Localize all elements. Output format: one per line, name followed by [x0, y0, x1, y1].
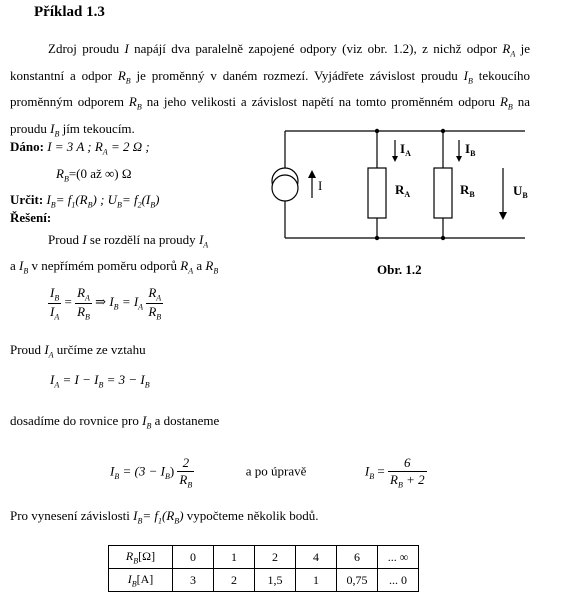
sym: I	[142, 413, 147, 428]
urcit-part: )	[155, 192, 160, 208]
sym: I	[133, 508, 138, 523]
table-cell: 2	[255, 546, 296, 569]
label-I: I	[318, 178, 323, 193]
text: a po úpravě	[245, 463, 307, 479]
rb-range-value: =(0 až ∞) Ω	[68, 165, 132, 181]
table-cell: 2	[214, 569, 255, 592]
table-header: $R_B[\Omega]$	[109, 546, 173, 569]
symbol-RB: R	[205, 257, 214, 273]
sub: B	[144, 380, 150, 390]
label-RB: $R_B$	[460, 182, 475, 199]
fraction	[48, 285, 61, 321]
sub: B	[397, 480, 403, 490]
sym: R	[179, 472, 188, 487]
sub: A	[54, 312, 60, 322]
fraction	[146, 285, 163, 321]
sub: B	[174, 516, 180, 526]
symbol-IA: I	[198, 232, 204, 247]
sub: B	[54, 129, 60, 139]
symbol-I: I	[124, 41, 129, 56]
sym: (R	[162, 508, 175, 523]
table-cell: 1	[214, 546, 255, 569]
sub: B	[54, 293, 60, 303]
urcit-part: = f	[121, 192, 138, 208]
text: a	[10, 257, 16, 273]
sub: B	[113, 302, 119, 312]
vynes-line	[10, 508, 319, 526]
text: a dostaneme	[154, 413, 220, 428]
problem-seg: Zdroj proudu	[48, 41, 120, 56]
page-title: Příklad 1.3	[34, 4, 105, 20]
sym: )	[169, 463, 175, 479]
sub: B	[156, 312, 162, 322]
implies: ⇒	[95, 294, 107, 310]
equation-IA	[50, 372, 150, 390]
sym: I	[109, 294, 114, 310]
sub: B	[63, 174, 69, 184]
urcit-part: ) ; U	[92, 192, 118, 208]
sym: )	[179, 508, 184, 523]
label-IA: $I_A$	[400, 141, 411, 158]
text: Proud	[10, 342, 42, 357]
problem-seg: napájí dva paralelně zapojené odpory (viz obr. 1.2), z nichž odpor	[134, 41, 498, 56]
symbol-IB: I	[50, 120, 55, 136]
sym: I	[50, 372, 55, 387]
sub: 2	[137, 200, 142, 210]
sym: = I − I	[62, 372, 99, 387]
urcit-part: = f	[55, 192, 72, 208]
sub: B	[150, 200, 156, 210]
sym: = (3 − I	[122, 463, 165, 479]
sub: B	[507, 102, 513, 112]
text: v nepřímém poměru odporů	[31, 257, 178, 273]
table-cell: 0,75	[337, 569, 378, 592]
sub: A	[510, 49, 516, 59]
sym: = 3 − I	[106, 372, 145, 387]
table-header: $I_B[A]$	[109, 569, 173, 592]
table-cell: 6	[337, 546, 378, 569]
problem-seg: je konstantní a odpor	[10, 41, 531, 83]
symbol-RA: R	[180, 257, 189, 273]
sym: = I	[121, 294, 139, 310]
table-cell: 1,5	[255, 569, 296, 592]
dosadime-line	[10, 413, 219, 431]
sym: R	[77, 303, 86, 319]
urcit-label: Určit:	[10, 192, 44, 208]
text: dosadíme do rovnice pro	[10, 413, 139, 428]
sub: B	[164, 471, 170, 481]
sym: R	[77, 285, 86, 300]
sym: R	[148, 285, 157, 300]
sub: B	[137, 516, 143, 526]
table-cell: ... 0	[378, 569, 419, 592]
sub: B	[85, 312, 90, 322]
table-cell: 1	[296, 569, 337, 592]
sub: A	[48, 350, 54, 360]
sym: R	[148, 303, 157, 319]
sub: A	[188, 266, 194, 276]
equation-ratio: $\frac{I_B}{I_A}$ = $\frac{R_A}{R_B}$ ⇒ $I_B = I_A$ $\frac{R_A}{R_B}$	[50, 285, 162, 322]
sym: R	[389, 472, 398, 487]
circuit-diagram	[255, 126, 545, 261]
sub: B	[87, 200, 93, 210]
sym: I	[44, 342, 49, 357]
sub: B	[125, 76, 131, 86]
fraction	[177, 455, 194, 490]
sub: B	[468, 76, 473, 86]
sym: + 2	[406, 472, 425, 487]
solution-paragraph	[10, 230, 275, 281]
symbol-IB: I	[19, 257, 24, 273]
sub: A	[156, 293, 162, 303]
sym: I	[364, 463, 370, 479]
sym: I	[110, 463, 115, 479]
symbol-RB: R	[117, 67, 126, 83]
symbol-I: I	[82, 232, 87, 247]
symbol-IB: I	[463, 67, 468, 83]
sub: A	[85, 293, 90, 303]
dano-value: I = 3 A ; R	[47, 139, 103, 154]
table-cell: 4	[296, 546, 337, 569]
label-UB: $U_B$	[513, 183, 528, 200]
symbol-RA: R	[502, 41, 511, 56]
num: 2	[177, 455, 194, 472]
symbol-RB: R	[499, 94, 508, 110]
problem-seg: na proudu	[10, 94, 531, 136]
sub: B	[114, 471, 120, 481]
dano-label: Dáno:	[10, 139, 44, 154]
table-row	[109, 546, 419, 569]
num: 6	[388, 455, 427, 472]
fraction	[388, 455, 427, 490]
text: vypočteme několik bodů.	[186, 508, 319, 523]
sub: 1	[158, 516, 163, 526]
dano-value2: = 2 Ω ;	[110, 139, 150, 154]
problem-seg: je proměnný v daném rozmezí. Vyjádřete závislost proudu	[136, 67, 458, 83]
sym: I	[50, 303, 55, 319]
sub: A	[54, 380, 60, 390]
table-cell: ... ∞	[378, 546, 419, 569]
problem-seg: na jeho velikosti a závislost napětí na tomto proměnném odporu	[146, 94, 496, 110]
label-IB: $I_B$	[465, 141, 476, 158]
text: se rozdělí na proudy	[89, 232, 196, 247]
sub: B	[213, 266, 219, 276]
urcit-sym: I	[46, 192, 51, 208]
values-table	[108, 545, 419, 592]
urcit-part: (I	[141, 192, 151, 208]
figure-caption: Obr. 1.2	[377, 262, 422, 277]
label-RA: $R_A$	[395, 182, 411, 199]
equation-IB: $I_B = (3 - I_B)$ $\frac{2}{R_B}$ a po úpravě $I_B$ = $\frac{6}{R_B + 2}$	[110, 455, 425, 490]
sym: = f	[142, 508, 159, 523]
sub: A	[102, 147, 108, 157]
sub: B	[23, 266, 29, 276]
solution-label: Řešení:	[10, 210, 52, 225]
sub: B	[187, 480, 193, 490]
urcit-part: (R	[75, 192, 88, 208]
text: Pro vynesení závislosti	[10, 508, 130, 523]
text: určíme ze vztahu	[56, 342, 146, 357]
given-block	[10, 136, 159, 216]
sub: B	[369, 471, 375, 481]
symbol-RB: R	[128, 94, 137, 110]
fraction	[75, 285, 92, 321]
table-cell: 3	[173, 569, 214, 592]
sub: B	[146, 421, 152, 431]
problem-seg: jím tekoucím.	[62, 120, 135, 136]
problem-seg: tekoucího proměnným odporem	[10, 67, 531, 110]
table-row	[109, 569, 419, 592]
text: Proud	[48, 232, 80, 247]
sub: B	[50, 200, 56, 210]
sub: B	[98, 380, 104, 390]
table-cell: 0	[173, 546, 214, 569]
sub: B	[136, 102, 142, 112]
text: a	[196, 257, 203, 273]
sub: B	[117, 200, 122, 210]
sub: A	[138, 302, 144, 312]
proud-line	[10, 342, 146, 360]
rb-range: R	[56, 165, 64, 181]
sub: A	[203, 240, 209, 250]
sym: I	[50, 285, 55, 300]
sub: 1	[71, 200, 76, 210]
